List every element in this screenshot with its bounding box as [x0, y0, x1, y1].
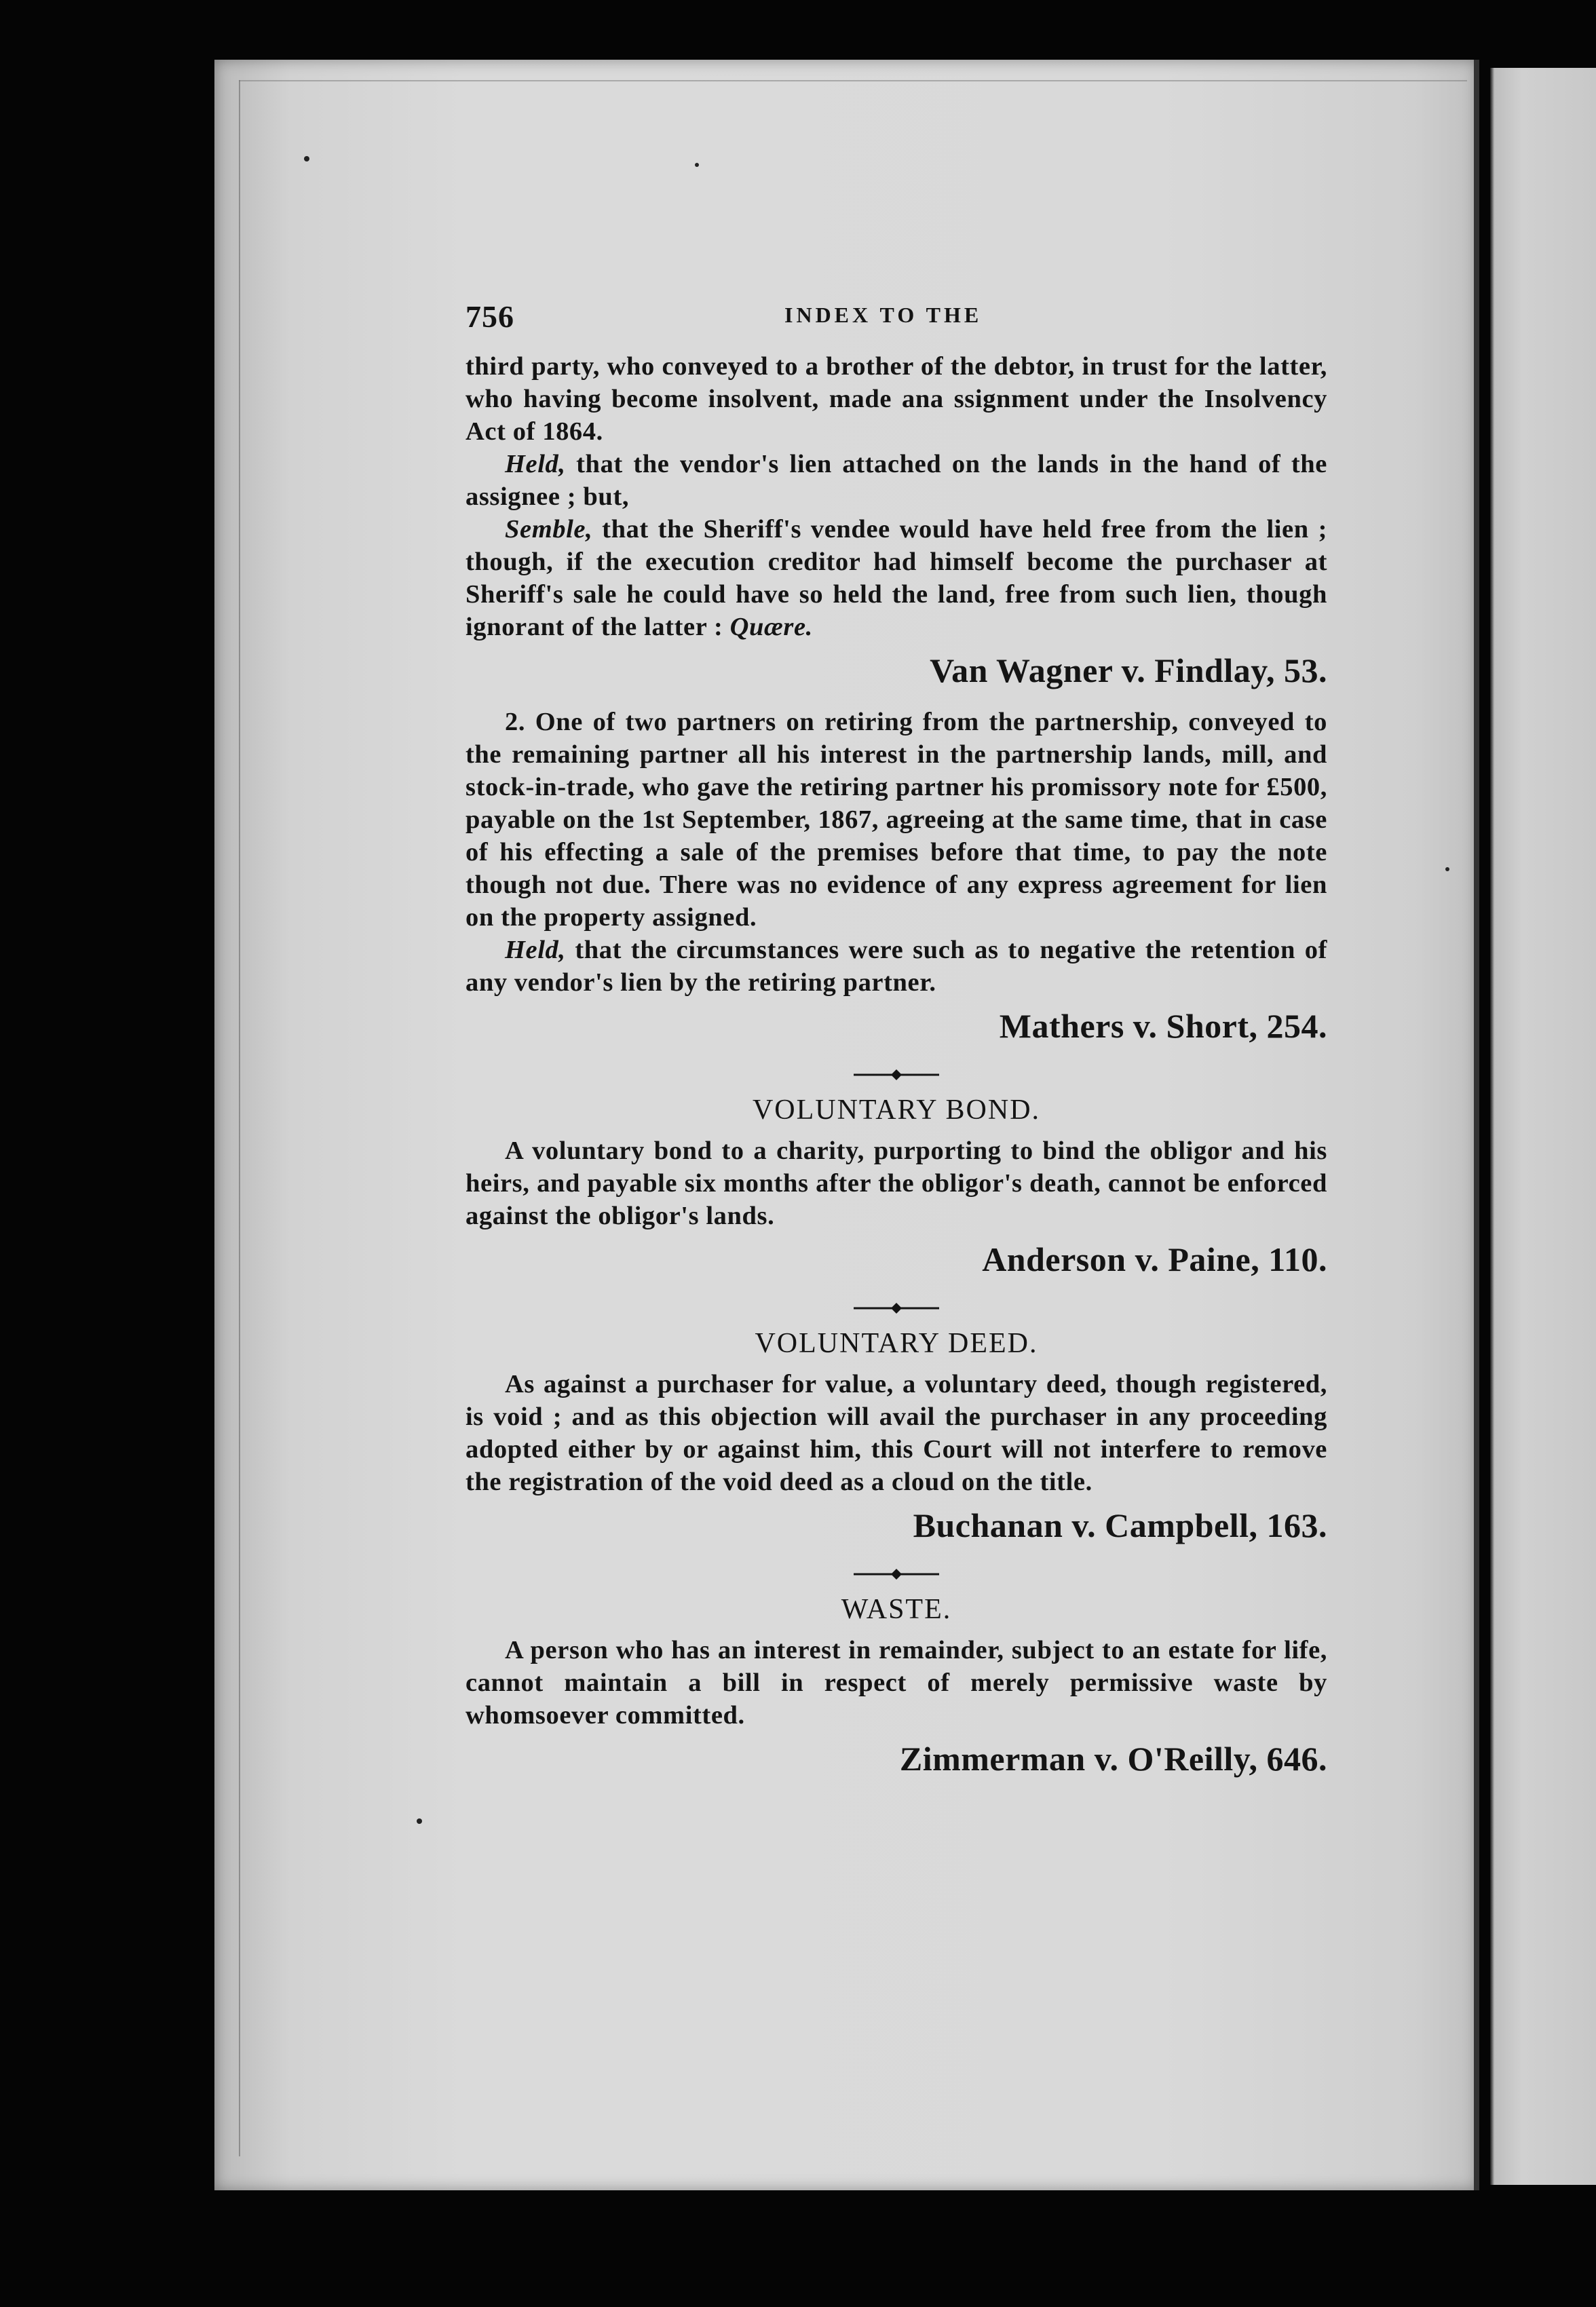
paragraph-text: that the vendor's lien attached on the lands in the hand of the assignee ; but, — [466, 450, 1327, 511]
divider-ornament-icon — [852, 1301, 940, 1315]
running-head — [466, 299, 1327, 335]
section-heading: VOLUNTARY DEED. — [755, 1328, 1038, 1359]
section-divider — [466, 1063, 1327, 1087]
entry-paragraph — [466, 934, 1327, 999]
paragraph-text: third party, who conveyed to a brother of the debtor, in trust for the latter, who having become insolvent, made ana ssignment under the Insolvency Act of 1864. — [466, 352, 1327, 446]
divider-ornament-icon — [852, 1567, 940, 1581]
running-title: INDEX TO THE — [784, 303, 983, 327]
paragraph-text: 2. One of two partners on retiring from the partnership, conveyed to the remaining partner all his interest in the partnership lands, mill, and stock-in-trade, who gave the retiring partner his promissory note for £500, payable on the 1st September, 1867, agreeing at the same time, that in case of his effecting a sale of the premises before that time, to pay the note though not due. There was no evidence of any express agreement for lien on the property assigned. — [466, 708, 1327, 932]
scan-speck — [1445, 867, 1449, 871]
divider-ornament-icon — [852, 1068, 940, 1082]
paragraph-text: that the Sheriff's vendee would have held free from the lien ; though, if the execution creditor had himself become the purchaser at Sheriff's sale he could have so held the land, free from such lien, though ignorant of the latter : — [466, 515, 1327, 641]
index-entry — [466, 706, 1327, 1046]
case-citation: Mathers v. Short, 254. — [999, 1007, 1327, 1045]
scan-speck — [304, 156, 309, 161]
index-entry — [466, 350, 1327, 691]
index-section — [466, 1326, 1327, 1546]
case-citation: Anderson v. Paine, 110. — [982, 1240, 1327, 1278]
quaere-label: Quære. — [729, 613, 813, 641]
entry-paragraph — [466, 706, 1327, 934]
section-paragraph: A person who has an interest in remainder, subject to an estate for life, cannot maintain a bill in respect of merely permissive waste by whomsoever committed. — [466, 1636, 1327, 1730]
scan-speck — [417, 1818, 422, 1824]
section-heading: VOLUNTARY BOND. — [752, 1094, 1041, 1126]
scan-speck — [695, 163, 699, 167]
section-paragraph: As against a purchaser for value, a voluntary deed, though registered, is void ; and as this objection will avail the purchaser in any proceeding adopted either by or against him, this Court will not interfere to remove the registration of the void deed as a cloud on the title. — [466, 1370, 1327, 1496]
semble-label: Semble, — [505, 515, 593, 544]
section-heading: WASTE. — [841, 1594, 952, 1625]
page-number: 756 — [466, 299, 514, 334]
entry-paragraph — [466, 350, 1327, 448]
index-section — [466, 1592, 1327, 1779]
held-label: Held, — [505, 450, 566, 478]
facing-page-edge — [1490, 68, 1596, 2185]
case-citation: Van Wagner v. Findlay, 53. — [930, 651, 1327, 689]
case-citation: Zimmerman v. O'Reilly, 646. — [899, 1740, 1327, 1778]
held-label: Held, — [505, 936, 566, 964]
page-gutter — [1474, 60, 1479, 2190]
section-paragraph: A voluntary bond to a charity, purporting to bind the obligor and his heirs, and payable six months after the obligor's death, cannot be enforced against the obligor's lands. — [466, 1137, 1327, 1230]
entry-paragraph — [466, 448, 1327, 513]
section-divider — [466, 1296, 1327, 1320]
paragraph-text: that the circumstances were such as to negative the retention of any vendor's lien by the retiring partner. — [466, 936, 1327, 997]
section-divider — [466, 1562, 1327, 1586]
entry-paragraph — [466, 513, 1327, 643]
index-section — [466, 1092, 1327, 1280]
case-citation: Buchanan v. Campbell, 163. — [913, 1506, 1327, 1544]
page-content — [466, 299, 1327, 1779]
